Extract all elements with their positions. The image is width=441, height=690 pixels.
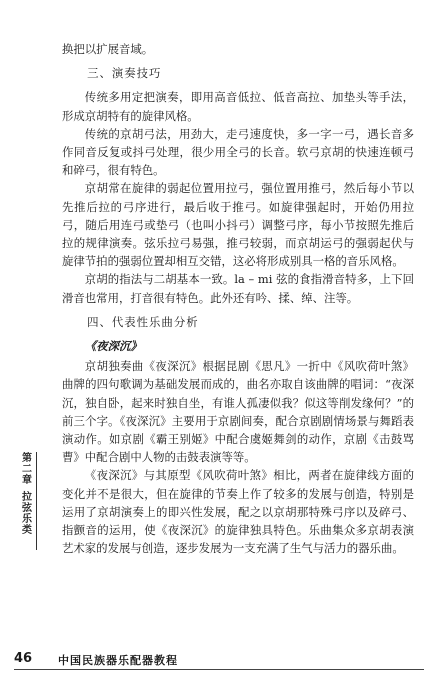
section-heading-representative-works: 四、代表性乐曲分析 [87,314,199,329]
page-number: 46 [14,651,33,666]
paragraph-fingering: 京胡的指法与二胡基本一致。la – mi 弦的食指滑音特多，上下回滑音也常用，打音很有特色。此外还有吟、揉、绰、注等。 [62,272,414,305]
footer-rule [14,669,424,670]
paragraph-piece-comparison: 《夜深沉》与其原型《风吹荷叶煞》相比，两者在旋律线方面的变化并不是很大，但在旋律的节奏上作了较多的发展与创造，特别是运用了京胡演奏上的即兴性发展，配之以京胡那特殊弓序以及碎弓、指颤音的运用，使《夜深沉》的旋律独具特色。乐曲集众多京胡表演艺术家的发展与创造，逐步发展为一支充满了生气与活力的器乐曲。 [62,468,414,556]
page-footer [0,651,441,671]
chapter-side-tab [14,452,37,550]
paragraph-piece-origin: 京胡独奏曲《夜深沉》根据昆剧《思凡》一折中《风吹荷叶煞》曲牌的四句歌调为基础发展而成的，曲名亦取自该曲牌的唱词：“夜深沉，独自卧，起来时独自坐，有谁人孤凄似我？似这等削发缘何？”的前三个字。《夜深沉》主要用于京剧间奏，配合京剧剧情场景与舞蹈表演动作。如京剧《霸王别姬》中配合虞姬舞剑的动作，京剧《击鼓骂曹》中配合剧中人物的击鼓表演等等。 [62,359,414,465]
paragraph-continuation: 换把以扩展音域。 [62,42,154,56]
section-heading-performance-techniques: 三、演奏技巧 [87,66,162,81]
paragraph-bowing-method: 传统的京胡弓法，用劲大，走弓速度快，多一字一弓，遇长音多作同音反复或抖弓处理，很少用全弓的长音。软弓京胡的快速连顿弓和碎弓，很有特色。 [62,126,414,178]
chapter-label: 第二章 [19,452,31,485]
paragraph-bow-order: 京胡常在旋律的弱起位置用拉弓，强位置用推弓，然后每小节以先推后拉的弓序进行，最后收于推弓。如旋律强起时，开始仍用拉弓，随后用连弓或垫弓（也叫小抖弓）调整弓序，每小节按照先推后拉的规律演奏。弦乐拉弓易强，推弓较弱，而京胡运弓的强弱起伏与旋律节拍的强弱位置却相互交错，这必将形成别具一格的音乐风格。 [62,181,414,269]
page-body [62,40,414,557]
section-label: 拉弦乐类 [19,491,31,535]
piece-title: 《夜深沉》 [84,339,142,354]
paragraph-fixed-position: 传统多用定把演奏，即用高音低拉、低音高拉、加垫头等手法，形成京胡特有的旋律风格。 [62,90,414,123]
book-title: 中国民族器乐配器教程 [58,654,178,667]
